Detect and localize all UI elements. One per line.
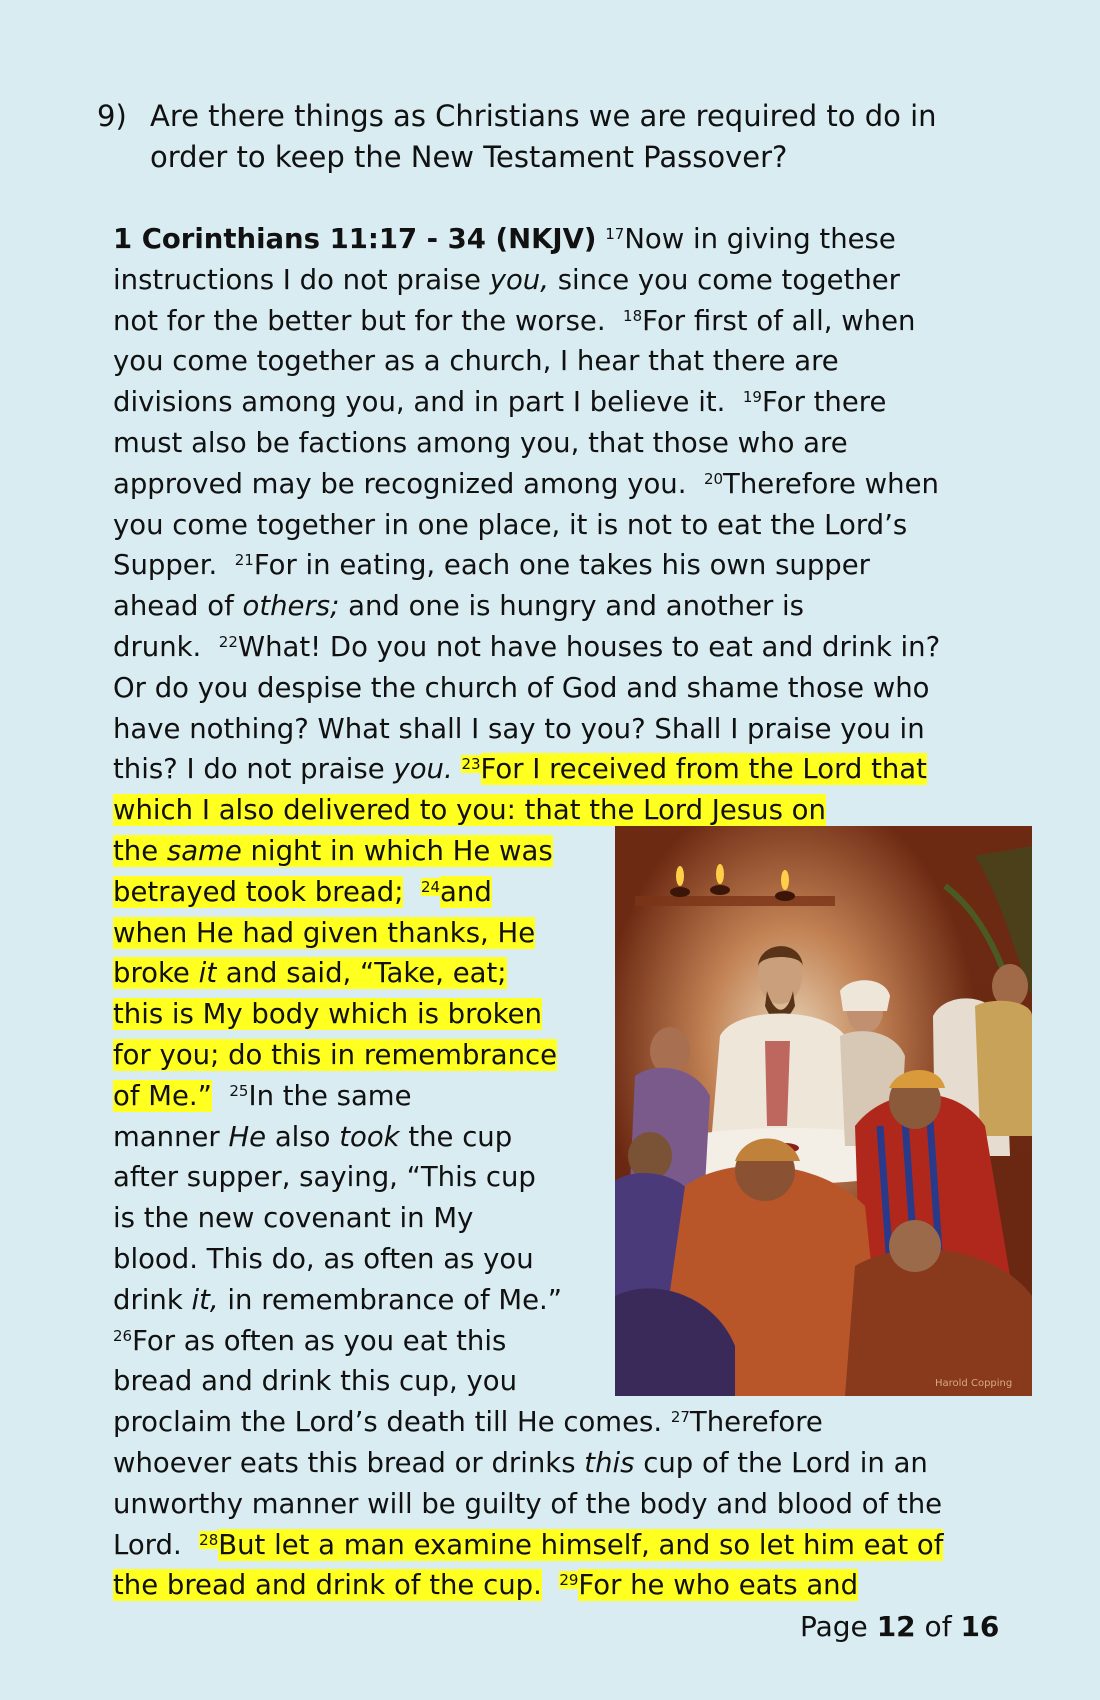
highlighted-text: broke bbox=[113, 957, 199, 990]
highlighted-text: But let a man examine himself, and so let him eat of bbox=[218, 1528, 944, 1561]
verse-text bbox=[542, 1569, 559, 1601]
verse-text: this? I do not praise bbox=[113, 753, 394, 786]
verse-text: Supper. bbox=[113, 549, 235, 582]
verse-number: 20 bbox=[703, 469, 724, 488]
highlighted-text: the bread and drink of the cup. bbox=[113, 1569, 542, 1602]
page-of-label: of bbox=[915, 1610, 961, 1643]
passage-line bbox=[113, 1283, 562, 1317]
passage-line bbox=[113, 344, 839, 378]
verse-text: cup of the Lord in an bbox=[634, 1447, 928, 1479]
passage-line bbox=[113, 671, 930, 705]
passage-line bbox=[113, 467, 939, 501]
highlighted-text: this is My body which is broken bbox=[113, 998, 542, 1031]
passage-line bbox=[113, 426, 848, 460]
verse-number: 25 bbox=[229, 1081, 249, 1100]
highlighted-text: of Me.” bbox=[113, 1079, 212, 1112]
verse-text: and one is hungry and another is bbox=[339, 590, 804, 623]
verse-text: proclaim the Lord’s death till He comes. bbox=[113, 1406, 671, 1439]
page-total: 16 bbox=[960, 1610, 1000, 1643]
passage-line bbox=[113, 1405, 823, 1439]
passage-line bbox=[113, 875, 492, 909]
verse-text: the cup bbox=[399, 1120, 513, 1153]
passage-line bbox=[113, 834, 553, 868]
verse-text: divisions among you, and in part I believe it. bbox=[113, 386, 743, 419]
verse-number: 28 bbox=[199, 1530, 219, 1549]
verse-number: 21 bbox=[234, 551, 254, 570]
highlighted-text: betrayed took bread; bbox=[113, 875, 404, 908]
page-number: 12 bbox=[876, 1610, 916, 1643]
passage-line bbox=[113, 385, 886, 419]
passage-line bbox=[113, 263, 900, 297]
question-line: Are there things as Christians we are required to do in bbox=[150, 99, 937, 133]
verse-text: For first of all, when bbox=[642, 304, 916, 337]
verse-text bbox=[212, 1080, 229, 1112]
verse-text: For in eating, each one takes his own supper bbox=[253, 549, 870, 582]
verse-text: ahead of bbox=[113, 590, 243, 623]
highlighted-text: when He had given thanks, He bbox=[113, 916, 536, 949]
verse-number: 19 bbox=[742, 388, 762, 407]
passage-line bbox=[113, 712, 925, 746]
verse-number: 18 bbox=[623, 306, 643, 325]
question-line: order to keep the New Testament Passover? bbox=[150, 140, 788, 174]
verse-text: What! Do you not have houses to eat and drink in? bbox=[237, 631, 941, 663]
verse-text: For there bbox=[761, 386, 887, 419]
verse-text: you come together as a church, I hear that there are bbox=[113, 345, 839, 378]
passage-line bbox=[113, 1038, 557, 1072]
verse-text: manner bbox=[113, 1120, 229, 1153]
verse-text: Or do you despise the church of God and shame those who bbox=[113, 671, 930, 704]
verse-text: after supper, saying, “This cup bbox=[113, 1161, 536, 1194]
verse-text: drink bbox=[113, 1283, 192, 1316]
scripture-reference: 1 Corinthians 11:17 - 34 (NKJV) bbox=[113, 223, 597, 255]
passage-line bbox=[113, 548, 870, 582]
passage-line bbox=[113, 1079, 412, 1113]
passage-line bbox=[113, 1201, 473, 1235]
verse-text: also bbox=[266, 1120, 340, 1153]
passage-line bbox=[113, 589, 804, 623]
italic-text: you, bbox=[489, 263, 549, 296]
last-supper-illustration bbox=[615, 826, 1032, 1396]
verse-text: Therefore bbox=[689, 1406, 823, 1439]
verse-text: must also be factions among you, that those who are bbox=[113, 427, 848, 459]
verse-text: bread and drink this cup, you bbox=[113, 1365, 518, 1398]
italic-text: He bbox=[228, 1120, 267, 1153]
passage-line bbox=[113, 997, 542, 1031]
verse-number: 23 bbox=[461, 755, 481, 774]
last-supper-painting bbox=[615, 826, 1032, 1396]
passage-line bbox=[113, 1364, 517, 1398]
question-number: 9) bbox=[97, 99, 127, 133]
verse-number: 22 bbox=[218, 633, 238, 651]
passage-line bbox=[113, 508, 907, 542]
verse-text bbox=[597, 223, 606, 255]
passage-line bbox=[113, 1528, 943, 1562]
highlighted-text: For I received from the Lord that bbox=[480, 753, 927, 786]
passage-line bbox=[113, 304, 915, 338]
verse-text: unworthy manner will be guilty of the body and blood of the bbox=[113, 1487, 943, 1520]
page-label: Page bbox=[800, 1610, 877, 1643]
page-footer bbox=[800, 1610, 999, 1644]
highlighted-text: which I also delivered to you: that the Lord Jesus on bbox=[113, 794, 826, 827]
verse-text: not for the better but for the worse. bbox=[113, 304, 624, 337]
passage-line bbox=[113, 1446, 928, 1480]
verse-number: 27 bbox=[670, 1408, 690, 1427]
verse-text: in remembrance of Me.” bbox=[218, 1283, 563, 1316]
verse-number: 29 bbox=[559, 1571, 579, 1590]
passage-line bbox=[113, 630, 940, 664]
painting-signature: Harold Copping bbox=[935, 1378, 1013, 1389]
passage-line bbox=[113, 1120, 512, 1154]
passage-line bbox=[113, 916, 535, 950]
passage-line bbox=[113, 752, 927, 786]
highlighted-text: the bbox=[113, 835, 167, 867]
italic-text: you. bbox=[393, 753, 453, 786]
passage-line bbox=[113, 1160, 536, 1194]
verse-text: instructions I do not praise bbox=[113, 263, 490, 296]
question-text bbox=[150, 96, 1010, 178]
highlighted-text: for you; do this in remembrance bbox=[113, 1039, 558, 1071]
verse-text: whoever eats this bread or drinks bbox=[113, 1447, 585, 1479]
verse-text: blood. This do, as often as you bbox=[113, 1243, 534, 1275]
passage-line bbox=[113, 956, 507, 990]
passage-line bbox=[113, 1487, 942, 1521]
italic-text: took bbox=[339, 1120, 400, 1153]
verse-number: 17 bbox=[605, 225, 625, 243]
verse-text bbox=[403, 876, 420, 908]
highlighted-text: and bbox=[440, 875, 492, 908]
italic-text: same bbox=[166, 835, 242, 867]
italic-text: this bbox=[584, 1447, 635, 1479]
highlighted-text: and said, “Take, eat; bbox=[217, 957, 507, 990]
italic-text: it bbox=[198, 957, 218, 990]
passage-line bbox=[113, 1242, 534, 1276]
verse-text: approved may be recognized among you. bbox=[113, 467, 704, 500]
passage-line bbox=[113, 1324, 506, 1358]
verse-text: Lord. bbox=[113, 1528, 200, 1561]
verse-number: 24 bbox=[420, 877, 441, 896]
passage-line bbox=[113, 222, 896, 256]
highlighted-text: For he who eats and bbox=[578, 1569, 859, 1602]
verse-text: since you come together bbox=[548, 263, 900, 296]
verse-text: Therefore when bbox=[723, 467, 939, 500]
italic-text: others; bbox=[242, 590, 340, 623]
verse-number: 26 bbox=[113, 1326, 133, 1345]
passage-line bbox=[113, 1568, 858, 1602]
italic-text: it, bbox=[191, 1283, 219, 1316]
verse-text: drunk. bbox=[113, 631, 219, 663]
verse-text: For as often as you eat this bbox=[132, 1324, 507, 1357]
verse-text: you come together in one place, it is not to eat the Lord’s bbox=[113, 508, 908, 541]
highlighted-text: night in which He was bbox=[241, 835, 553, 867]
verse-text: In the same bbox=[248, 1079, 412, 1112]
verse-text: is the new covenant in My bbox=[113, 1202, 474, 1235]
passage-line bbox=[113, 793, 826, 827]
verse-text: have nothing? What shall I say to you? Shall I praise you in bbox=[113, 712, 925, 745]
verse-text: Now in giving these bbox=[624, 223, 896, 255]
